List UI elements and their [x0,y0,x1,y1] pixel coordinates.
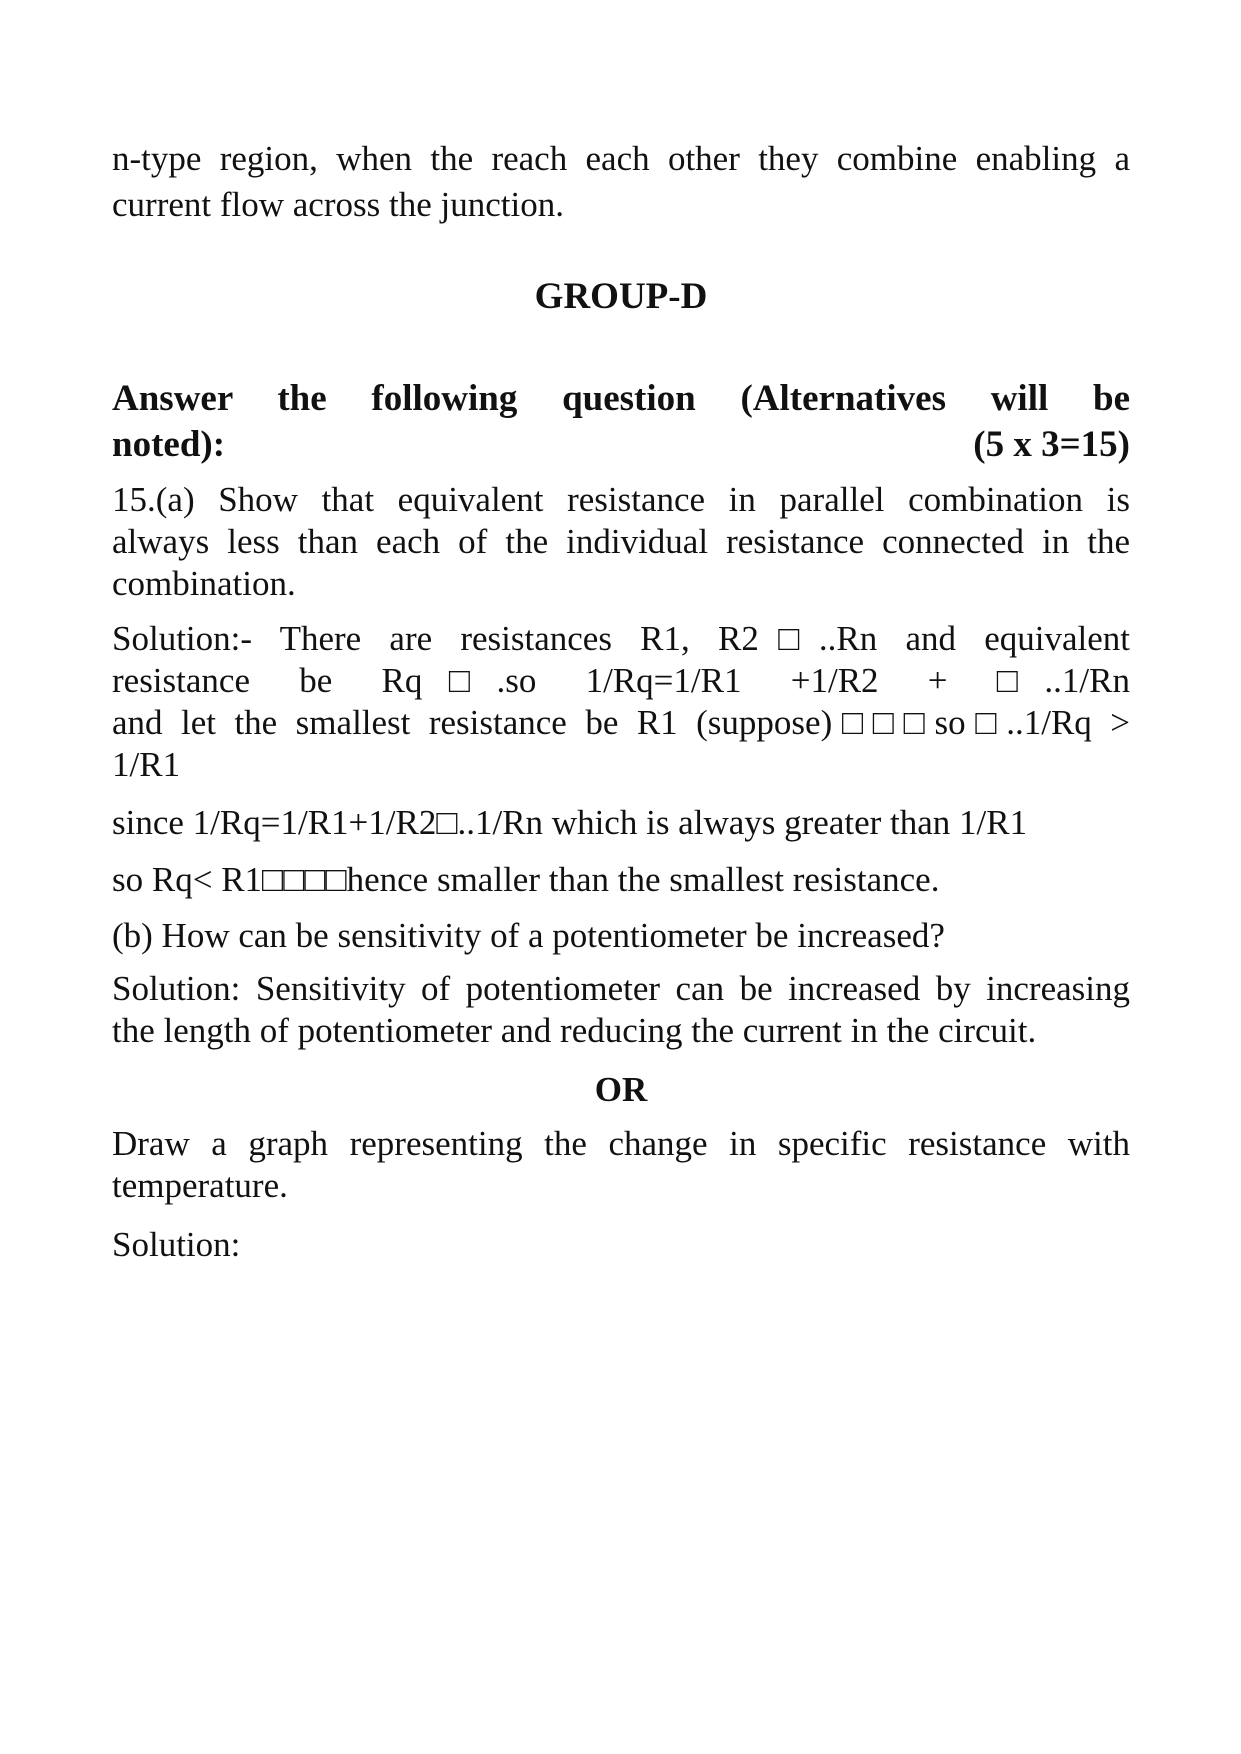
question-15b: (b) How can be sensitivity of a potentiometer be increased? [112,916,945,955]
alternative-solution-label: Solution: [112,1225,241,1264]
alternative-question [112,1123,1130,1207]
solution-15a-line-1: Solution:- There are resistances R1, R2□..Rn and equivalent [112,619,1130,658]
question-15a [112,479,1130,605]
group-heading: GROUP-D [534,276,708,317]
since-line: since 1/Rq=1/R1+1/R2□..1/Rn which is always greater than 1/R1 [112,803,1028,842]
solution-15a-line-2: resistance be Rq□.so 1/Rq=1/R1 +1/R2 + □..1/Rn [112,661,1130,700]
solution-15a [112,618,1130,786]
instruction-line-1: Answer the following question (Alternatives will be [112,378,1130,419]
continuation-line-1: n-type region, when the reach each other they combine enabling a [112,139,1130,178]
solution-15a-line-3: and let the smallest resistance be R1 (suppose)□□□so□..1/Rq > [112,703,1130,742]
continuation-paragraph [112,136,1130,228]
marks-label: (5 x 3=15) [973,424,1130,465]
so-line: so Rq< R1□□□□hence smaller than the smallest resistance. [112,860,940,899]
question-15a-line-2: always less than each of the individual resistance connected in the [112,522,1130,561]
instruction-line-2-left: noted): [112,424,226,465]
solution-15a-line-4: 1/R1 [112,745,181,784]
continuation-line-2: current flow across the junction. [112,185,564,224]
question-15a-line-1: 15.(a) Show that equivalent resistance in parallel combination is [112,480,1130,519]
alternative-question-line-2: temperature. [112,1166,288,1205]
alternative-question-line-1: Draw a graph representing the change in specific resistance with [112,1124,1130,1163]
solution-15b [112,968,1130,1052]
solution-15b-line-1: Solution: Sensitivity of potentiometer can be increased by increasing [112,969,1130,1008]
solution-15b-line-2: the length of potentiometer and reducing the current in the circuit. [112,1011,1037,1050]
question-15a-line-3: combination. [112,564,296,603]
instruction-paragraph [112,376,1130,468]
or-heading: OR [594,1070,648,1109]
